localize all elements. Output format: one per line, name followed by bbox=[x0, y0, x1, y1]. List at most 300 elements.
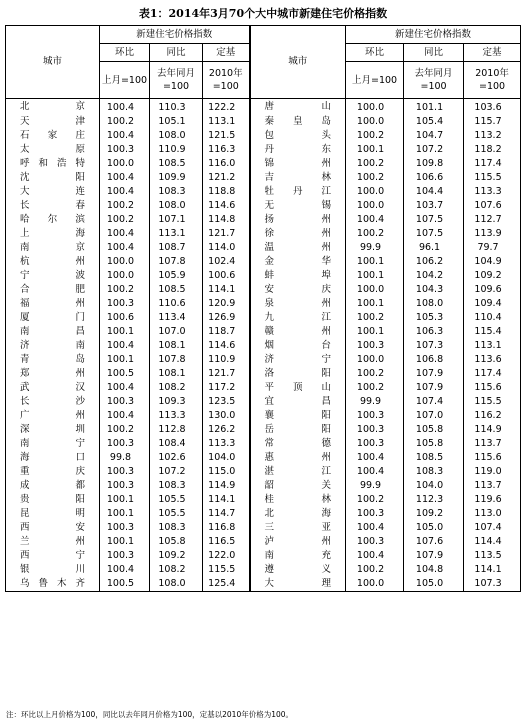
right-mom-cell: 100.0 bbox=[346, 115, 404, 129]
left-mom-cell: 100.4 bbox=[100, 381, 150, 395]
right-base-cell: 113.1 bbox=[464, 339, 521, 353]
left-city-cell: 北京 bbox=[6, 99, 100, 116]
right-yoy-cell: 106.6 bbox=[404, 171, 464, 185]
left-yoy-cell: 109.9 bbox=[150, 171, 203, 185]
table-row bbox=[6, 521, 521, 535]
base-header-left: 定基 bbox=[203, 44, 250, 62]
right-base-cell: 115.7 bbox=[464, 115, 521, 129]
left-yoy-cell: 105.9 bbox=[150, 269, 203, 283]
right-mom-cell: 100.2 bbox=[346, 563, 404, 577]
table-row bbox=[6, 549, 521, 563]
base-header-right: 定基 bbox=[464, 44, 521, 62]
left-city-cell: 呼和浩特 bbox=[6, 157, 100, 171]
left-yoy-cell: 105.8 bbox=[150, 535, 203, 549]
left-mom-cell: 100.4 bbox=[100, 339, 150, 353]
left-city-cell: 大连 bbox=[6, 185, 100, 199]
left-yoy-cell: 113.1 bbox=[150, 227, 203, 241]
right-mom-cell: 100.3 bbox=[346, 535, 404, 549]
right-city-cell: 徐州 bbox=[250, 227, 346, 241]
left-mom-cell: 100.3 bbox=[100, 521, 150, 535]
right-base-cell: 114.9 bbox=[464, 423, 521, 437]
right-yoy-cell: 107.2 bbox=[404, 143, 464, 157]
right-base-cell: 113.7 bbox=[464, 437, 521, 451]
right-mom-cell: 100.3 bbox=[346, 437, 404, 451]
left-yoy-cell: 108.3 bbox=[150, 521, 203, 535]
right-yoy-cell: 108.5 bbox=[404, 451, 464, 465]
left-base-cell: 100.6 bbox=[203, 269, 250, 283]
left-base-cell: 118.7 bbox=[203, 325, 250, 339]
right-city-cell: 吉林 bbox=[250, 171, 346, 185]
left-city-cell: 兰州 bbox=[6, 535, 100, 549]
right-base-cell: 107.3 bbox=[464, 577, 521, 592]
right-yoy-cell: 105.8 bbox=[404, 437, 464, 451]
left-base-cell: 116.3 bbox=[203, 143, 250, 157]
right-city-cell: 宜昌 bbox=[250, 395, 346, 409]
left-mom-cell: 100.2 bbox=[100, 115, 150, 129]
left-base-cell: 120.9 bbox=[203, 297, 250, 311]
left-yoy-cell: 108.0 bbox=[150, 129, 203, 143]
right-mom-cell: 100.2 bbox=[346, 227, 404, 241]
left-city-cell: 沈阳 bbox=[6, 171, 100, 185]
left-city-cell: 厦门 bbox=[6, 311, 100, 325]
right-base-cell: 113.3 bbox=[464, 185, 521, 199]
table-row bbox=[6, 367, 521, 381]
right-yoy-cell: 105.8 bbox=[404, 423, 464, 437]
left-base-cell: 114.0 bbox=[203, 241, 250, 255]
left-yoy-cell: 102.6 bbox=[150, 451, 203, 465]
right-yoy-cell: 105.0 bbox=[404, 577, 464, 592]
right-mom-cell: 100.1 bbox=[346, 297, 404, 311]
right-city-cell: 秦皇岛 bbox=[250, 115, 346, 129]
left-base-cell: 114.1 bbox=[203, 493, 250, 507]
city-header-left: 城市 bbox=[6, 26, 100, 99]
right-city-cell: 南充 bbox=[250, 549, 346, 563]
right-mom-cell: 100.0 bbox=[346, 185, 404, 199]
right-city-cell: 常德 bbox=[250, 437, 346, 451]
right-yoy-cell: 112.3 bbox=[404, 493, 464, 507]
right-city-cell: 泸州 bbox=[250, 535, 346, 549]
left-base-cell: 113.1 bbox=[203, 115, 250, 129]
left-city-cell: 青岛 bbox=[6, 353, 100, 367]
footnote: 注：环比以上月价格为100，同比以去年同月价格为100，定基以2010年价格为100。 bbox=[6, 710, 294, 719]
left-yoy-cell: 108.3 bbox=[150, 479, 203, 493]
left-mom-cell: 99.8 bbox=[100, 451, 150, 465]
right-city-cell: 扬州 bbox=[250, 213, 346, 227]
left-mom-cell: 100.3 bbox=[100, 395, 150, 409]
yoy-header-left: 同比 bbox=[150, 44, 203, 62]
left-yoy-cell: 110.6 bbox=[150, 297, 203, 311]
table-row bbox=[6, 353, 521, 367]
right-base-cell: 103.6 bbox=[464, 99, 521, 116]
right-base-cell: 115.6 bbox=[464, 381, 521, 395]
right-yoy-cell: 107.5 bbox=[404, 213, 464, 227]
left-mom-cell: 100.5 bbox=[100, 367, 150, 381]
table-row bbox=[6, 479, 521, 493]
right-mom-cell: 100.0 bbox=[346, 353, 404, 367]
table-row bbox=[6, 129, 521, 143]
mom-header-right: 环比 bbox=[346, 44, 404, 62]
right-city-cell: 无锡 bbox=[250, 199, 346, 213]
right-mom-cell: 100.0 bbox=[346, 283, 404, 297]
right-city-cell: 包头 bbox=[250, 129, 346, 143]
table-row bbox=[6, 283, 521, 297]
left-mom-cell: 100.2 bbox=[100, 423, 150, 437]
left-yoy-cell: 105.5 bbox=[150, 507, 203, 521]
table-row bbox=[6, 381, 521, 395]
left-yoy-cell: 108.0 bbox=[150, 199, 203, 213]
index-group-header-left: 新建住宅价格指数 bbox=[100, 26, 250, 44]
left-base-cell: 115.5 bbox=[203, 563, 250, 577]
table-row bbox=[6, 507, 521, 521]
table-row bbox=[6, 213, 521, 227]
left-city-cell: 天津 bbox=[6, 115, 100, 129]
left-city-cell: 深圳 bbox=[6, 423, 100, 437]
right-mom-cell: 100.4 bbox=[346, 451, 404, 465]
left-base-cell: 114.7 bbox=[203, 507, 250, 521]
right-base-cell: 119.6 bbox=[464, 493, 521, 507]
right-base-cell: 113.7 bbox=[464, 479, 521, 493]
left-city-cell: 长春 bbox=[6, 199, 100, 213]
table-row bbox=[6, 451, 521, 465]
right-yoy-cell: 107.9 bbox=[404, 367, 464, 381]
left-yoy-cell: 107.8 bbox=[150, 255, 203, 269]
right-city-cell: 唐山 bbox=[250, 99, 346, 116]
right-city-cell: 岳阳 bbox=[250, 423, 346, 437]
left-mom-cell: 100.4 bbox=[100, 563, 150, 577]
yoy-header-right: 同比 bbox=[404, 44, 464, 62]
right-yoy-cell: 106.8 bbox=[404, 353, 464, 367]
right-base-cell: 112.7 bbox=[464, 213, 521, 227]
right-yoy-cell: 108.3 bbox=[404, 465, 464, 479]
table-row bbox=[6, 493, 521, 507]
left-mom-cell: 100.4 bbox=[100, 99, 150, 116]
right-base-cell: 113.9 bbox=[464, 227, 521, 241]
right-city-cell: 蚌埠 bbox=[250, 269, 346, 283]
right-mom-cell: 100.4 bbox=[346, 549, 404, 563]
table-row bbox=[6, 269, 521, 283]
left-city-cell: 银川 bbox=[6, 563, 100, 577]
right-city-cell: 襄阳 bbox=[250, 409, 346, 423]
right-base-cell: 116.2 bbox=[464, 409, 521, 423]
left-mom-cell: 100.2 bbox=[100, 199, 150, 213]
right-city-cell: 湛江 bbox=[250, 465, 346, 479]
right-base-cell: 104.9 bbox=[464, 255, 521, 269]
left-base-cell: 121.5 bbox=[203, 129, 250, 143]
left-base-cell: 114.9 bbox=[203, 479, 250, 493]
left-city-cell: 南昌 bbox=[6, 325, 100, 339]
right-mom-cell: 99.9 bbox=[346, 479, 404, 493]
left-mom-cell: 100.3 bbox=[100, 143, 150, 157]
table-row bbox=[6, 157, 521, 171]
right-city-cell: 牡丹江 bbox=[250, 185, 346, 199]
table-row bbox=[6, 255, 521, 269]
right-city-cell: 遵义 bbox=[250, 563, 346, 577]
left-base-cell: 114.1 bbox=[203, 283, 250, 297]
left-base-cell: 123.5 bbox=[203, 395, 250, 409]
right-mom-cell: 100.4 bbox=[346, 465, 404, 479]
mom-header-left: 环比 bbox=[100, 44, 150, 62]
right-city-cell: 韶关 bbox=[250, 479, 346, 493]
right-yoy-cell: 101.1 bbox=[404, 99, 464, 116]
left-base-cell: 114.6 bbox=[203, 339, 250, 353]
left-city-cell: 南宁 bbox=[6, 437, 100, 451]
left-city-cell: 杭州 bbox=[6, 255, 100, 269]
left-mom-cell: 100.0 bbox=[100, 255, 150, 269]
right-yoy-cell: 104.3 bbox=[404, 283, 464, 297]
right-base-cell: 109.2 bbox=[464, 269, 521, 283]
right-yoy-cell: 109.8 bbox=[404, 157, 464, 171]
left-mom-cell: 100.4 bbox=[100, 171, 150, 185]
right-yoy-cell: 104.8 bbox=[404, 563, 464, 577]
left-base-cell: 102.4 bbox=[203, 255, 250, 269]
right-base-cell: 107.4 bbox=[464, 521, 521, 535]
right-mom-cell: 100.2 bbox=[346, 381, 404, 395]
right-mom-cell: 100.3 bbox=[346, 423, 404, 437]
table-row bbox=[6, 311, 521, 325]
right-yoy-cell: 107.4 bbox=[404, 395, 464, 409]
left-base-cell: 126.9 bbox=[203, 311, 250, 325]
right-yoy-cell: 104.0 bbox=[404, 479, 464, 493]
left-yoy-cell: 105.1 bbox=[150, 115, 203, 129]
right-yoy-cell: 107.5 bbox=[404, 227, 464, 241]
table-row bbox=[6, 563, 521, 577]
left-city-cell: 石家庄 bbox=[6, 129, 100, 143]
left-base-cell: 104.0 bbox=[203, 451, 250, 465]
right-mom-cell: 100.0 bbox=[346, 577, 404, 592]
left-mom-cell: 100.3 bbox=[100, 465, 150, 479]
left-yoy-cell: 108.2 bbox=[150, 381, 203, 395]
left-city-cell: 贵阳 bbox=[6, 493, 100, 507]
right-yoy-cell: 105.4 bbox=[404, 115, 464, 129]
left-base-cell: 116.5 bbox=[203, 535, 250, 549]
left-city-cell: 广州 bbox=[6, 409, 100, 423]
right-yoy-cell: 107.0 bbox=[404, 409, 464, 423]
right-mom-cell: 100.2 bbox=[346, 157, 404, 171]
right-yoy-cell: 107.6 bbox=[404, 535, 464, 549]
left-yoy-cell: 108.7 bbox=[150, 241, 203, 255]
left-base-cell: 125.4 bbox=[203, 577, 250, 592]
left-mom-cell: 100.1 bbox=[100, 493, 150, 507]
right-base-cell: 107.6 bbox=[464, 199, 521, 213]
right-mom-cell: 99.9 bbox=[346, 395, 404, 409]
table-row bbox=[6, 465, 521, 479]
table-row bbox=[6, 171, 521, 185]
mom-base-label-right: 上月=100 bbox=[346, 62, 404, 99]
table-body bbox=[6, 99, 521, 592]
left-city-cell: 成都 bbox=[6, 479, 100, 493]
left-mom-cell: 100.4 bbox=[100, 185, 150, 199]
left-mom-cell: 100.3 bbox=[100, 297, 150, 311]
left-city-cell: 西宁 bbox=[6, 549, 100, 563]
left-mom-cell: 100.4 bbox=[100, 241, 150, 255]
table-row bbox=[6, 535, 521, 549]
table-row bbox=[6, 395, 521, 409]
left-base-cell: 116.0 bbox=[203, 157, 250, 171]
left-city-cell: 长沙 bbox=[6, 395, 100, 409]
left-yoy-cell: 108.5 bbox=[150, 157, 203, 171]
left-yoy-cell: 108.1 bbox=[150, 367, 203, 381]
fixed-base-label-left: 2010年=100 bbox=[203, 62, 250, 99]
table-row bbox=[6, 297, 521, 311]
left-city-cell: 西安 bbox=[6, 521, 100, 535]
right-city-cell: 丹东 bbox=[250, 143, 346, 157]
right-base-cell: 79.7 bbox=[464, 241, 521, 255]
right-base-cell: 113.0 bbox=[464, 507, 521, 521]
left-mom-cell: 100.4 bbox=[100, 409, 150, 423]
left-base-cell: 116.8 bbox=[203, 521, 250, 535]
right-mom-cell: 100.2 bbox=[346, 367, 404, 381]
right-yoy-cell: 96.1 bbox=[404, 241, 464, 255]
left-yoy-cell: 108.4 bbox=[150, 437, 203, 451]
right-mom-cell: 100.1 bbox=[346, 269, 404, 283]
left-city-cell: 宁波 bbox=[6, 269, 100, 283]
left-mom-cell: 100.3 bbox=[100, 479, 150, 493]
left-city-cell: 昆明 bbox=[6, 507, 100, 521]
left-mom-cell: 100.2 bbox=[100, 213, 150, 227]
right-city-cell: 烟台 bbox=[250, 339, 346, 353]
right-mom-cell: 100.2 bbox=[346, 129, 404, 143]
left-mom-cell: 100.0 bbox=[100, 269, 150, 283]
right-mom-cell: 100.2 bbox=[346, 311, 404, 325]
left-base-cell: 115.0 bbox=[203, 465, 250, 479]
right-mom-cell: 99.9 bbox=[346, 241, 404, 255]
right-base-cell: 114.1 bbox=[464, 563, 521, 577]
table-row bbox=[6, 99, 521, 116]
left-mom-cell: 100.3 bbox=[100, 549, 150, 563]
left-city-cell: 乌鲁木齐 bbox=[6, 577, 100, 592]
left-mom-cell: 100.3 bbox=[100, 437, 150, 451]
table-row bbox=[6, 577, 521, 592]
left-city-cell: 海口 bbox=[6, 451, 100, 465]
right-city-cell: 温州 bbox=[250, 241, 346, 255]
right-base-cell: 114.4 bbox=[464, 535, 521, 549]
index-group-header-right: 新建住宅价格指数 bbox=[346, 26, 521, 44]
left-yoy-cell: 113.4 bbox=[150, 311, 203, 325]
right-yoy-cell: 109.2 bbox=[404, 507, 464, 521]
right-city-cell: 北海 bbox=[250, 507, 346, 521]
right-city-cell: 平顶山 bbox=[250, 381, 346, 395]
left-base-cell: 121.7 bbox=[203, 227, 250, 241]
right-base-cell: 109.6 bbox=[464, 283, 521, 297]
left-mom-cell: 100.1 bbox=[100, 507, 150, 521]
left-city-cell: 上海 bbox=[6, 227, 100, 241]
left-yoy-cell: 108.5 bbox=[150, 283, 203, 297]
right-yoy-cell: 105.0 bbox=[404, 521, 464, 535]
left-mom-cell: 100.1 bbox=[100, 353, 150, 367]
table-row bbox=[6, 227, 521, 241]
left-city-cell: 合肥 bbox=[6, 283, 100, 297]
table-row bbox=[6, 339, 521, 353]
right-city-cell: 金华 bbox=[250, 255, 346, 269]
left-yoy-cell: 109.3 bbox=[150, 395, 203, 409]
left-city-cell: 武汉 bbox=[6, 381, 100, 395]
right-yoy-cell: 104.7 bbox=[404, 129, 464, 143]
right-city-cell: 九江 bbox=[250, 311, 346, 325]
right-base-cell: 117.4 bbox=[464, 157, 521, 171]
table-title: 表1：2014年3月70个大中城市新建住宅价格指数 bbox=[138, 7, 388, 20]
table-row bbox=[6, 185, 521, 199]
table-row bbox=[6, 409, 521, 423]
right-mom-cell: 100.2 bbox=[346, 171, 404, 185]
right-base-cell: 117.4 bbox=[464, 367, 521, 381]
left-yoy-cell: 113.3 bbox=[150, 409, 203, 423]
left-yoy-cell: 108.0 bbox=[150, 577, 203, 592]
left-yoy-cell: 105.5 bbox=[150, 493, 203, 507]
right-mom-cell: 100.1 bbox=[346, 255, 404, 269]
left-yoy-cell: 110.9 bbox=[150, 143, 203, 157]
yoy-base-label-right: 去年同月=100 bbox=[404, 62, 464, 99]
left-yoy-cell: 108.2 bbox=[150, 563, 203, 577]
right-mom-cell: 100.4 bbox=[346, 521, 404, 535]
left-yoy-cell: 112.8 bbox=[150, 423, 203, 437]
left-yoy-cell: 107.1 bbox=[150, 213, 203, 227]
left-base-cell: 118.8 bbox=[203, 185, 250, 199]
left-base-cell: 130.0 bbox=[203, 409, 250, 423]
right-yoy-cell: 108.0 bbox=[404, 297, 464, 311]
left-base-cell: 114.6 bbox=[203, 199, 250, 213]
left-mom-cell: 100.4 bbox=[100, 129, 150, 143]
right-yoy-cell: 106.2 bbox=[404, 255, 464, 269]
left-mom-cell: 100.1 bbox=[100, 325, 150, 339]
right-mom-cell: 100.3 bbox=[346, 339, 404, 353]
fixed-base-label-right: 2010年=100 bbox=[464, 62, 521, 99]
right-yoy-cell: 105.3 bbox=[404, 311, 464, 325]
left-yoy-cell: 108.3 bbox=[150, 185, 203, 199]
right-mom-cell: 100.1 bbox=[346, 325, 404, 339]
right-yoy-cell: 107.9 bbox=[404, 381, 464, 395]
table-row bbox=[6, 325, 521, 339]
city-header-right: 城市 bbox=[250, 26, 346, 99]
left-mom-cell: 100.4 bbox=[100, 227, 150, 241]
right-base-cell: 113.2 bbox=[464, 129, 521, 143]
right-base-cell: 113.6 bbox=[464, 353, 521, 367]
right-base-cell: 115.5 bbox=[464, 171, 521, 185]
left-mom-cell: 100.2 bbox=[100, 283, 150, 297]
right-base-cell: 115.5 bbox=[464, 395, 521, 409]
right-base-cell: 119.0 bbox=[464, 465, 521, 479]
right-mom-cell: 100.3 bbox=[346, 507, 404, 521]
left-city-cell: 郑州 bbox=[6, 367, 100, 381]
left-city-cell: 太原 bbox=[6, 143, 100, 157]
right-yoy-cell: 104.4 bbox=[404, 185, 464, 199]
left-city-cell: 福州 bbox=[6, 297, 100, 311]
right-city-cell: 赣州 bbox=[250, 325, 346, 339]
left-base-cell: 122.0 bbox=[203, 549, 250, 563]
left-base-cell: 117.2 bbox=[203, 381, 250, 395]
right-base-cell: 110.4 bbox=[464, 311, 521, 325]
left-base-cell: 113.3 bbox=[203, 437, 250, 451]
right-yoy-cell: 103.7 bbox=[404, 199, 464, 213]
right-mom-cell: 100.2 bbox=[346, 493, 404, 507]
left-city-cell: 济南 bbox=[6, 339, 100, 353]
left-city-cell: 哈尔滨 bbox=[6, 213, 100, 227]
left-yoy-cell: 107.2 bbox=[150, 465, 203, 479]
price-index-table bbox=[5, 25, 521, 592]
table-row bbox=[6, 241, 521, 255]
left-mom-cell: 100.0 bbox=[100, 157, 150, 171]
left-mom-cell: 100.5 bbox=[100, 577, 150, 592]
right-yoy-cell: 104.2 bbox=[404, 269, 464, 283]
table-row bbox=[6, 115, 521, 129]
left-base-cell: 121.2 bbox=[203, 171, 250, 185]
left-yoy-cell: 107.8 bbox=[150, 353, 203, 367]
left-base-cell: 121.7 bbox=[203, 367, 250, 381]
left-base-cell: 110.9 bbox=[203, 353, 250, 367]
yoy-base-label-left: 去年同月=100 bbox=[150, 62, 203, 99]
right-city-cell: 济宁 bbox=[250, 353, 346, 367]
right-yoy-cell: 106.3 bbox=[404, 325, 464, 339]
right-mom-cell: 100.1 bbox=[346, 143, 404, 157]
